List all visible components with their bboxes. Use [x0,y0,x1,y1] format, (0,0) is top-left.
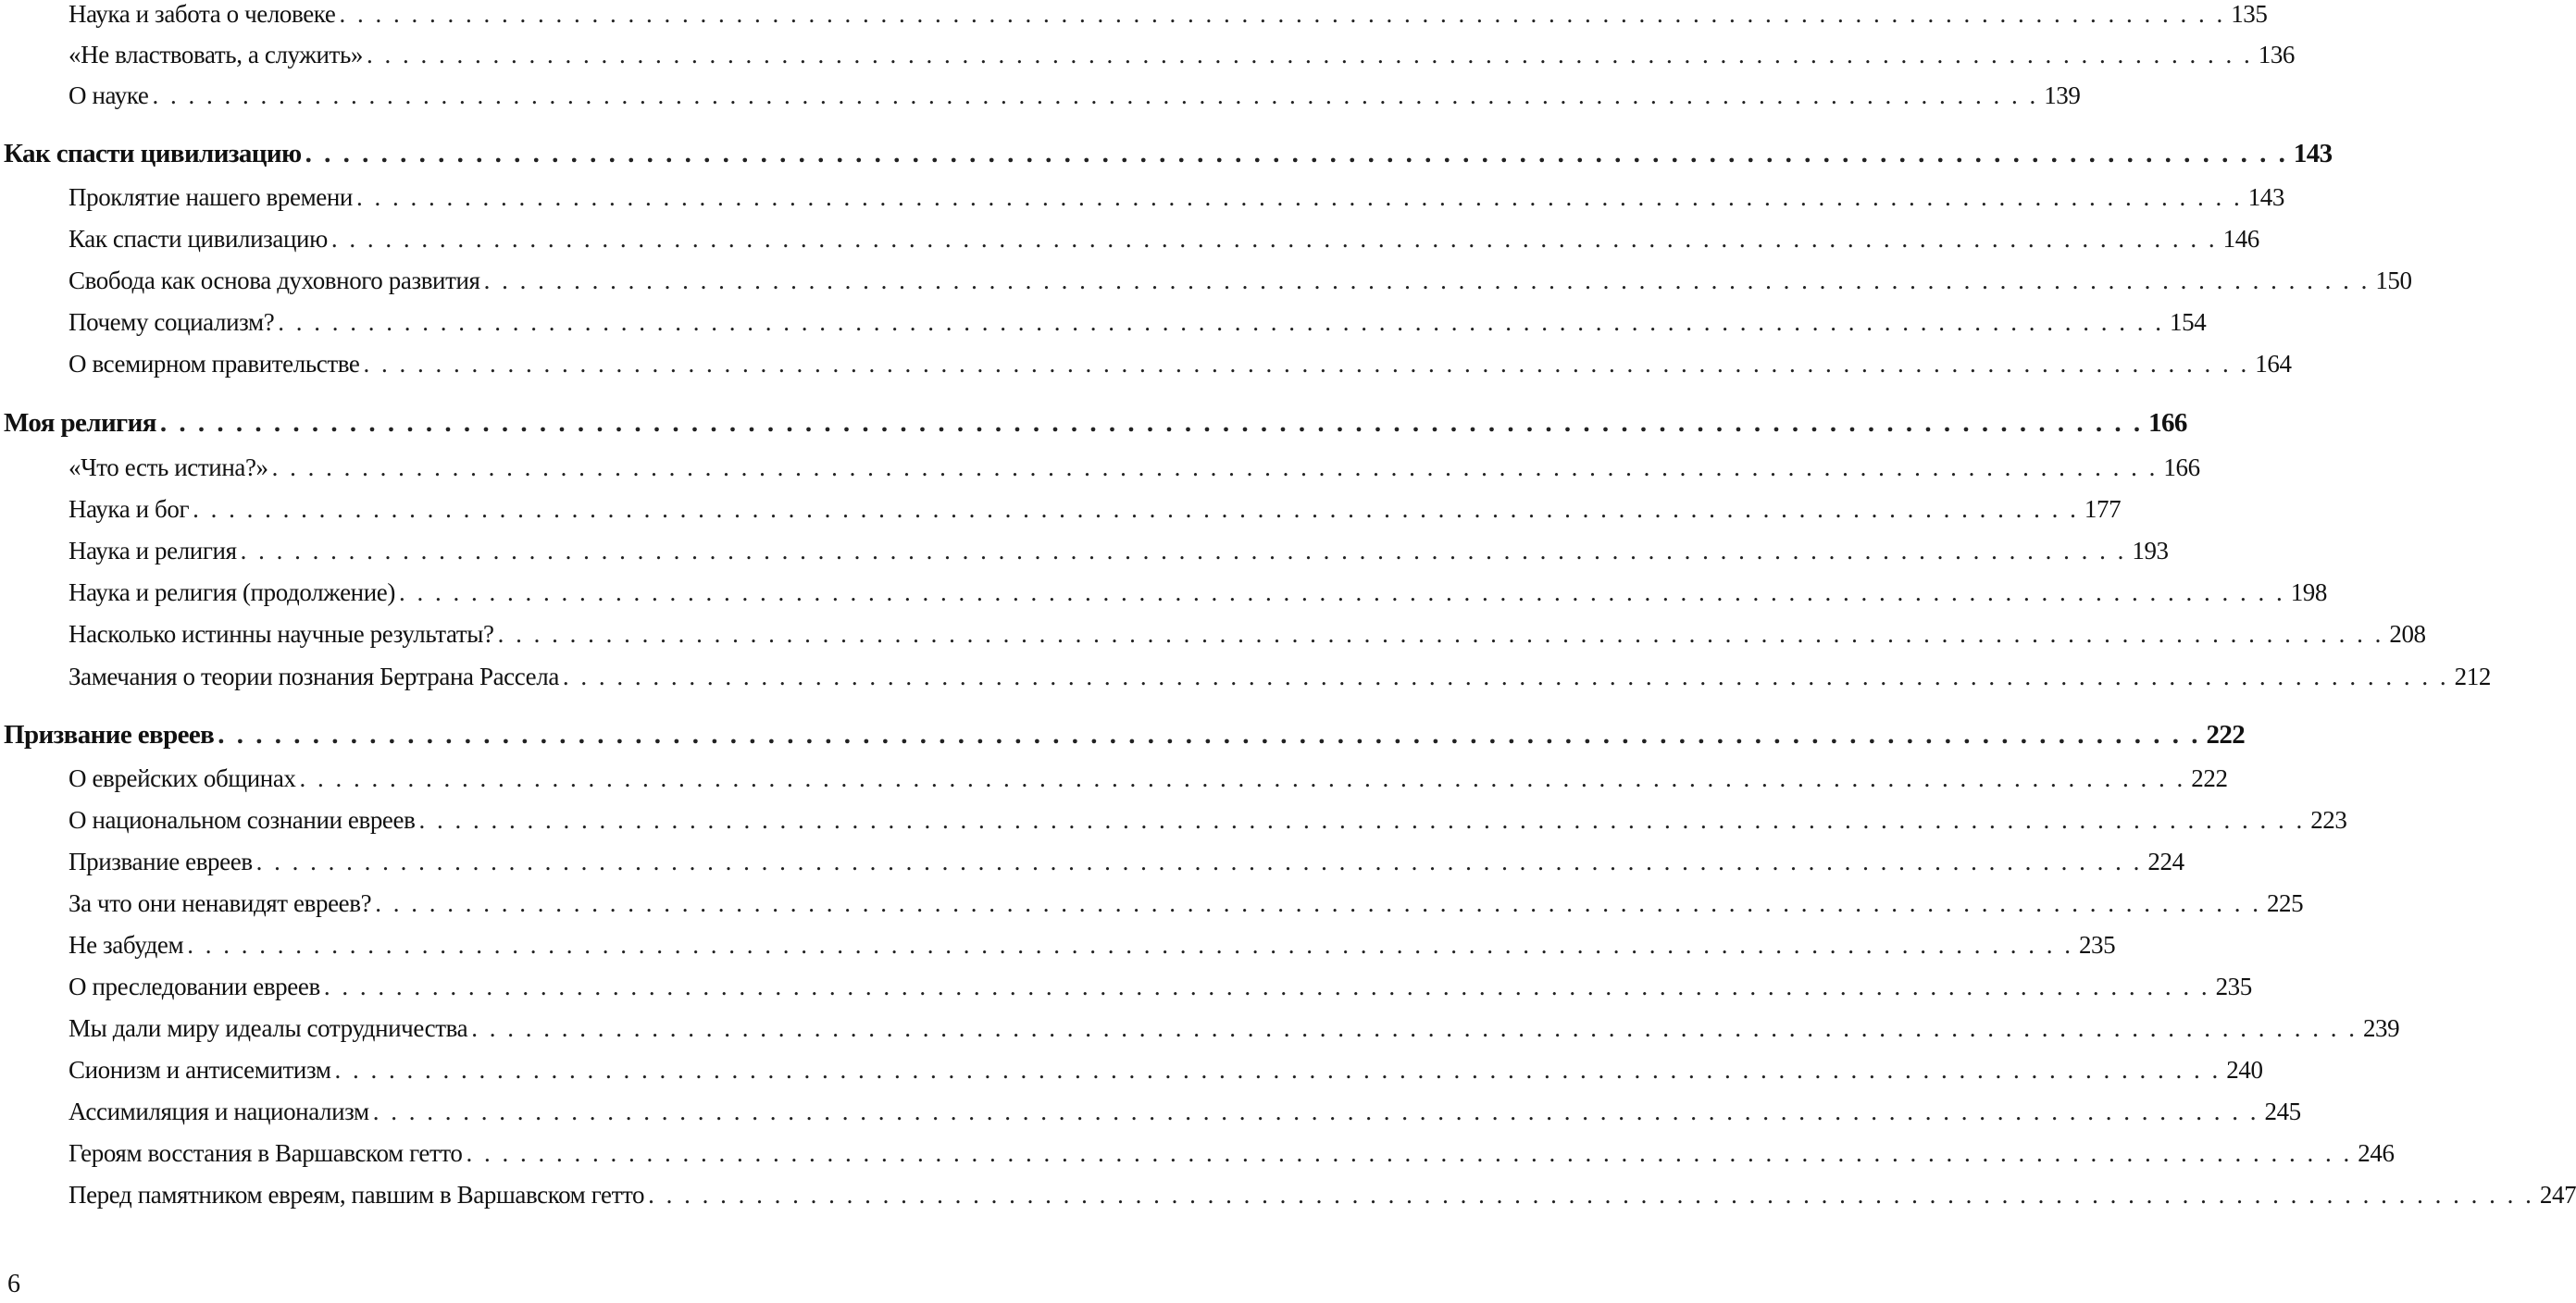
toc-entry[interactable] [68,537,2169,574]
toc-entry-page: 135 [2231,0,2268,28]
dot-leader: . . . . . . . . . . . . . . . . . . . . . . . . . . . . . . . . . . . . . . . . . . . . . . . . . . . . . . . . . . . . . . . . . . . . . . . . . . . . . . . . . . . . . . . . . . . . . . . . . . . . . . . . . [375,889,2261,917]
toc-entry[interactable] [68,267,2412,304]
toc-entry-page: 245 [2264,1098,2301,1125]
toc-entry-title: Проклятие нашего времени [68,183,353,211]
toc-entry-page: 224 [2147,848,2184,875]
dot-leader: . . . . . . . . . . . . . . . . . . . . . . . . . . . . . . . . . . . . . . . . . . . . . . . . . . . . . . . . . . . . . . . . . . . . . . . . . . . . . . . . . . . . . . . . . . . . . . . . . . . . . . . . . [366,41,2253,68]
dot-leader: . . . . . . . . . . . . . . . . . . . . . . . . . . . . . . . . . . . . . . . . . . . . . . . . . . . . . . . . . . . . . . . . . . . . . . . . . . . . . . . . . . . . . . . . . . . . . . . . . . . . . . . . . [562,663,2449,690]
toc-entry-page: 208 [2389,620,2426,648]
toc-entry[interactable] [68,1056,2263,1093]
toc-entry-page: 136 [2258,41,2296,68]
dot-leader: . . . . . . . . . . . . . . . . . . . . . . . . . . . . . . . . . . . . . . . . . . . . . . . . . . . . . . . . . . . . . . . . . . . . . . . . . . . . . . . . . . . . . . . . . . . . . . . . . . . . . . . . . [372,1098,2259,1125]
toc-entry[interactable] [68,350,2292,387]
toc-entry-title: Насколько истинны научные результаты? [68,620,494,648]
dot-leader: . . . . . . . . . . . . . . . . . . . . . . . . . . . . . . . . . . . . . . . . . . . . . . . . . . . . . . . . . . . . . . . . . . . . . . . . . . . . . . . . . . . . . . . . . . . . . . . . . . . . . . . . . [334,1056,2221,1084]
toc-entry-title: Призвание евреев [68,848,253,875]
toc-entry-page: 222 [2191,764,2228,792]
toc-entry[interactable] [68,848,2184,885]
toc-entry-title: Не забудем [68,931,184,959]
toc-entry-title: Наука и бог [68,495,190,523]
toc-entry[interactable] [68,764,2228,801]
toc-entry-title: Как спасти цивилизацию [68,225,328,253]
toc-entry-page: 177 [2084,495,2122,523]
toc-entry-page: 150 [2375,267,2412,294]
toc-entry-page: 166 [2163,453,2200,481]
toc-entry-title: Мы дали миру идеалы сотрудничества [68,1014,468,1042]
toc-entry[interactable] [68,183,2285,220]
toc-entry[interactable] [68,81,2081,118]
toc-entry-page: 139 [2044,81,2081,109]
dot-leader: . . . . . . . . . . . . . . . . . . . . . . . . . . . . . . . . . . . . . . . . . . . . . . . . . . . . . . . . . . . . . . . . . . . . . . . . . . . . . . . . . . . . . . . . . . . . . . . . . . . . . . . . . [193,495,2079,523]
dot-leader: . . . . . . . . . . . . . . . . . . . . . . . . . . . . . . . . . . . . . . . . . . . . . . . . . . . . . . . . . . . . . . . . . . . . . . . . . . . . . . . . . . . . . . . . . . . . . . . . . . . . . . . . . [355,183,2243,211]
toc-entry-title: О национальном сознании евреев [68,806,416,834]
toc-entry-page: 146 [2222,225,2259,253]
page-number: 6 [7,1270,20,1298]
toc-entry-page: 143 [2247,183,2285,211]
dot-leader: . . . . . . . . . . . . . . . . . . . . . . . . . . . . . . . . . . . . . . . . . . . . . . . . . . . . . . . . . . . . . . . . . . . . . . . . . . . . . . . . . . . . . . . . . . . . . . . . . . . . . . . . . [339,0,2226,28]
toc-entry-title: О еврейских общинах [68,764,296,792]
toc-entry[interactable] [68,578,2327,615]
toc-section-entry[interactable] [4,720,2246,757]
dot-leader: . . . . . . . . . . . . . . . . . . . . . . . . . . . . . . . . . . . . . . . . . . . . . . . . . . . . . . . . . . . . . . . . . . . . . . . . . . . . . . . . . . . . . . . . . . . . . . . . . . . . . . . . . [418,806,2306,834]
toc-entry[interactable] [68,453,2200,490]
toc-entry-title: Наука и забота о человеке [68,0,336,28]
dot-leader: . . . . . . . . . . . . . . . . . . . . . . . . . . . . . . . . . . . . . . . . . . . . . . . . . . . . . . . . . . . . . . . . . . . . . . . . . . . . . . . . . . . . . . . . . . . . . . . . . . . . . . . . . [648,1181,2534,1209]
toc-entry-title: Наука и религия [68,537,237,565]
toc-entry[interactable] [68,663,2491,700]
toc-entry[interactable] [68,1098,2301,1135]
toc-entry-title: Ассимиляция и национализм [68,1098,369,1125]
dot-leader: . . . . . . . . . . . . . . . . . . . . . . . . . . . . . . . . . . . . . . . . . . . . . . . . . . . . . . . . . . . . . . . . . . . . . . . . . . . . . . . . . . . . . . . . . . . . . . . . . . . . . . . . . [187,931,2073,959]
toc-entry-page: 212 [2454,663,2491,690]
dot-leader: . . . . . . . . . . . . . . . . . . . . . . . . . . . . . . . . . . . . . . . . . . . . . . . . . . . . . . . . . . . . . . . . . . . . . . . . . . . . . . . . . . . . . . . . . . . . . . . . . . . . . . . . . [305,139,2288,168]
dot-leader: . . . . . . . . . . . . . . . . . . . . . . . . . . . . . . . . . . . . . . . . . . . . . . . . . . . . . . . . . . . . . . . . . . . . . . . . . . . . . . . . . . . . . . . . . . . . . . . . . . . . . . . . . [330,225,2218,253]
toc-entry-page: 166 [2148,408,2187,438]
dot-leader: . . . . . . . . . . . . . . . . . . . . . . . . . . . . . . . . . . . . . . . . . . . . . . . . . . . . . . . . . . . . . . . . . . . . . . . . . . . . . . . . . . . . . . . . . . . . . . . . . . . . . . . . . [483,267,2371,294]
dot-leader: . . . . . . . . . . . . . . . . . . . . . . . . . . . . . . . . . . . . . . . . . . . . . . . . . . . . . . . . . . . . . . . . . . . . . . . . . . . . . . . . . . . . . . . . . . . . . . . . . . . . . . . . . [471,1014,2358,1042]
dot-leader: . . . . . . . . . . . . . . . . . . . . . . . . . . . . . . . . . . . . . . . . . . . . . . . . . . . . . . . . . . . . . . . . . . . . . . . . . . . . . . . . . . . . . . . . . . . . . . . . . . . . . . . . . [497,620,2384,648]
toc-entry-title: Почему социализм? [68,308,275,336]
toc-entry-title: Сионизм и антисемитизм [68,1056,331,1084]
toc-section-entry[interactable] [4,139,2333,176]
toc-entry[interactable] [68,225,2259,262]
toc-entry-title: Как спасти цивилизацию [4,139,302,168]
dot-leader: . . . . . . . . . . . . . . . . . . . . . . . . . . . . . . . . . . . . . . . . . . . . . . . . . . . . . . . . . . . . . . . . . . . . . . . . . . . . . . . . . . . . . . . . . . . . . . . . . . . . . . . . . [398,578,2285,606]
dot-leader: . . . . . . . . . . . . . . . . . . . . . . . . . . . . . . . . . . . . . . . . . . . . . . . . . . . . . . . . . . . . . . . . . . . . . . . . . . . . . . . . . . . . . . . . . . . . . . . . . . . . . . . . . [255,848,2143,875]
toc-entry-page: 193 [2132,537,2169,565]
toc-entry-title: О преследовании евреев [68,973,320,1000]
toc-entry[interactable] [68,41,2296,78]
toc-entry[interactable] [68,0,2268,37]
dot-leader: . . . . . . . . . . . . . . . . . . . . . . . . . . . . . . . . . . . . . . . . . . . . . . . . . . . . . . . . . . . . . . . . . . . . . . . . . . . . . . . . . . . . . . . . . . . . . . . . . . . . . . . . . [278,308,2165,336]
toc-entry-page: 239 [2362,1014,2400,1042]
toc-entry-title: Замечания о теории познания Бертрана Рассела [68,663,559,690]
toc-entry-page: 235 [2215,973,2252,1000]
toc-entry[interactable] [68,1181,2576,1218]
toc-entry-title: Моя религия [4,408,156,438]
toc-entry-page: 235 [2078,931,2116,959]
toc-entry-title: Призвание евреев [4,720,215,750]
dot-leader: . . . . . . . . . . . . . . . . . . . . . . . . . . . . . . . . . . . . . . . . . . . . . . . . . . . . . . . . . . . . . . . . . . . . . . . . . . . . . . . . . . . . . . . . . . . . . . . . . . . . . . . . . [240,537,2127,565]
toc-entry-title: О всемирном правительстве [68,350,360,378]
toc-entry[interactable] [68,931,2116,968]
toc-entry[interactable] [68,973,2252,1010]
toc-entry-title: «Не властвовать, а служить» [68,41,363,68]
dot-leader: . . . . . . . . . . . . . . . . . . . . . . . . . . . . . . . . . . . . . . . . . . . . . . . . . . . . . . . . . . . . . . . . . . . . . . . . . . . . . . . . . . . . . . . . . . . . . . . . . . . . . . . . . [218,720,2201,750]
dot-leader: . . . . . . . . . . . . . . . . . . . . . . . . . . . . . . . . . . . . . . . . . . . . . . . . . . . . . . . . . . . . . . . . . . . . . . . . . . . . . . . . . . . . . . . . . . . . . . . . . . . . . . . . . [271,453,2159,481]
toc-entry[interactable] [68,806,2347,843]
toc-entry-title: «Что есть истина?» [68,453,268,481]
toc-entry-page: 223 [2310,806,2347,834]
toc-entry-title: Наука и религия (продолжение) [68,578,395,606]
toc-entry-title: За что они ненавидят евреев? [68,889,372,917]
toc-entry[interactable] [68,308,2207,345]
toc-entry-page: 247 [2539,1181,2576,1209]
toc-section-entry[interactable] [4,408,2187,445]
toc-entry-page: 143 [2293,139,2333,168]
toc-entry[interactable] [68,495,2122,532]
toc-entry-title: Свобода как основа духовного развития [68,267,480,294]
toc-entry-page: 225 [2266,889,2304,917]
toc-entry[interactable] [68,620,2426,657]
toc-entry[interactable] [68,1014,2400,1051]
toc-entry-page: 222 [2206,720,2246,750]
toc-entry-page: 154 [2170,308,2207,336]
toc-entry-title: О науке [68,81,149,109]
toc-entry-page: 164 [2255,350,2292,378]
dot-leader: . . . . . . . . . . . . . . . . . . . . . . . . . . . . . . . . . . . . . . . . . . . . . . . . . . . . . . . . . . . . . . . . . . . . . . . . . . . . . . . . . . . . . . . . . . . . . . . . . . . . . . . . . [159,408,2144,438]
dot-leader: . . . . . . . . . . . . . . . . . . . . . . . . . . . . . . . . . . . . . . . . . . . . . . . . . . . . . . . . . . . . . . . . . . . . . . . . . . . . . . . . . . . . . . . . . . . . . . . . . . . . . . . . . [152,81,2039,109]
toc-entry[interactable] [68,889,2304,926]
dot-leader: . . . . . . . . . . . . . . . . . . . . . . . . . . . . . . . . . . . . . . . . . . . . . . . . . . . . . . . . . . . . . . . . . . . . . . . . . . . . . . . . . . . . . . . . . . . . . . . . . . . . . . . . . [363,350,2250,378]
dot-leader: . . . . . . . . . . . . . . . . . . . . . . . . . . . . . . . . . . . . . . . . . . . . . . . . . . . . . . . . . . . . . . . . . . . . . . . . . . . . . . . . . . . . . . . . . . . . . . . . . . . . . . . . . [323,973,2210,1000]
dot-leader: . . . . . . . . . . . . . . . . . . . . . . . . . . . . . . . . . . . . . . . . . . . . . . . . . . . . . . . . . . . . . . . . . . . . . . . . . . . . . . . . . . . . . . . . . . . . . . . . . . . . . . . . . [466,1139,2353,1167]
toc-entry[interactable] [68,1139,2395,1176]
dot-leader: . . . . . . . . . . . . . . . . . . . . . . . . . . . . . . . . . . . . . . . . . . . . . . . . . . . . . . . . . . . . . . . . . . . . . . . . . . . . . . . . . . . . . . . . . . . . . . . . . . . . . . . . . [299,764,2186,792]
toc-entry-page: 246 [2358,1139,2395,1167]
toc-entry-title: Перед памятником евреям, павшим в Варшавском гетто [68,1181,645,1209]
toc-entry-title: Героям восстания в Варшавском гетто [68,1139,463,1167]
toc-entry-page: 240 [2226,1056,2263,1084]
toc-entry-page: 198 [2290,578,2327,606]
